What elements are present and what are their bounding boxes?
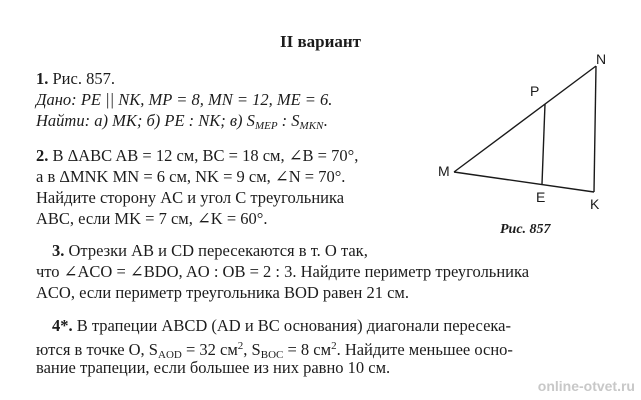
s-boc-sub: BOC [260, 349, 284, 361]
problem-3-number: 3. [52, 241, 65, 260]
problem-2-line-3: Найдите сторону AC и угол C треугольника [36, 188, 345, 207]
find-text: а) MK; б) PE : NK; в) S [94, 111, 255, 130]
given-label: Дано: [36, 90, 77, 109]
label-n: N [596, 52, 607, 67]
problem-3-line-2: что ∠ACO = ∠BDO, AO : OB = 2 : 3. Найдите периметр треугольника [36, 262, 530, 281]
segment-mk [454, 172, 594, 192]
label-m: M [438, 163, 450, 179]
sup-2-a: 2 [237, 340, 244, 352]
watermark: online-otvet.ru [537, 378, 635, 394]
triangle-figure [430, 52, 630, 242]
segment-pe [542, 104, 545, 184]
problem-1-ref: Рис. 857. [52, 69, 115, 88]
problem-3-line-3: ACO, если периметр треугольника BOD равен 21 см. [36, 283, 409, 302]
find-sub-1: MEP [254, 120, 278, 132]
segment-mn [454, 66, 596, 172]
figure-caption: Рис. 857 [500, 222, 551, 237]
given-text: PE || NK, MP = 8, MN = 12, ME = 6. [80, 90, 333, 109]
problem-2-line-4: ABC, если MK = 7 см, ∠K = 60°. [36, 209, 268, 228]
problem-4-text-1: В трапеции ABCD (AD и BC основания) диагонали пересека- [76, 316, 511, 335]
find-sub-2: MKN [299, 120, 324, 132]
problem-2-line-2: а в ΔMNK MN = 6 см, NK = 9 см, ∠N = 70°. [36, 167, 346, 186]
problem-1-given [36, 89, 332, 110]
find-end: . [323, 111, 328, 130]
problem-2-number: 2. [36, 146, 49, 165]
problem-1-header [36, 68, 115, 89]
problem-4-text-2c: , S [243, 340, 261, 359]
problem-4-number: 4*. [52, 316, 73, 335]
problem-4-text-2e: . Найдите меньшее осно- [336, 340, 513, 359]
segment-nk [594, 66, 596, 192]
s-aod-sub: AOD [158, 349, 182, 361]
sup-2-b: 2 [331, 340, 337, 352]
problem-4-text-2b: = 32 см [181, 340, 238, 359]
problem-4-line-3: вание трапеции, если большее из них равно 10 см. [36, 358, 391, 377]
problem-3-line-1 [52, 240, 368, 261]
label-e: E [536, 189, 546, 205]
problem-4-text-2a: ются в точке O, S [36, 340, 158, 359]
problem-4-text-2d: = 8 см [283, 340, 332, 359]
problem-1-number: 1. [36, 69, 49, 88]
label-p: P [530, 83, 540, 99]
page-title: II вариант [279, 32, 362, 51]
problem-4-line-1 [52, 315, 511, 336]
find-label: Найти: [36, 111, 91, 130]
find-sep: : S [277, 111, 300, 130]
problem-1-find [36, 110, 328, 137]
label-k: K [590, 196, 600, 212]
problem-2-text-1: В ΔABC AB = 12 см, BC = 18 см, ∠B = 70°, [52, 146, 359, 165]
problem-3-text-1: Отрезки AB и CD пересекаются в т. O так, [68, 241, 368, 260]
problem-2-line-1 [36, 145, 358, 166]
